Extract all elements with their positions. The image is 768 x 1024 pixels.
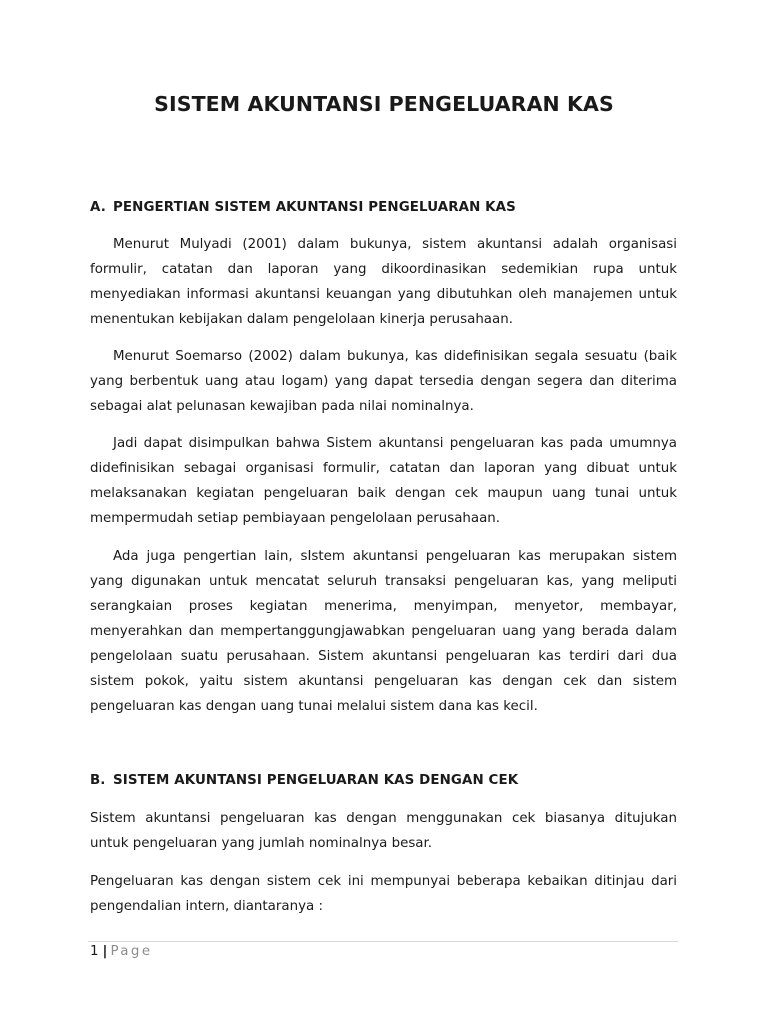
section-a-paragraph-4: Ada juga pengertian lain, sIstem akuntansi pengeluaran kas merupakan sistem yang digunakan untuk mencatat seluruh transaksi pengeluaran kas, yang meliputi serangkaian proses kegiatan menerima, menyimpan, menyetor, membayar, menyerahkan dan mempertanggungjawabkan pengeluaran uang yang berada dalam pengelolaan suatu perusahaan. Sistem akuntansi pengeluaran kas terdiri dari dua sistem pokok, yaitu sistem akuntansi pengeluaran kas dengan cek dan sistem pengeluaran kas dengan uang tunai melalui sistem dana kas kecil. [90, 549, 677, 714]
footer-divider [88, 941, 678, 942]
section-a-paragraph-2: Menurut Soemarso (2002) dalam bukunya, kas didefinisikan segala sesuatu (baik yang berbentuk uang atau logam) yang dapat tersedia dengan segera dan diterima sebagai alat pelunasan kewajiban pada nilai nominalnya. [90, 349, 677, 414]
section-b-paragraph-1: Sistem akuntansi pengeluaran kas dengan menggunakan cek biasanya ditujukan untuk pengeluaran yang jumlah nominalnya besar. [90, 811, 677, 851]
footer-separator: | [102, 944, 108, 959]
section-b-title: SISTEM AKUNTANSI PENGELUARAN KAS DENGAN CEK [113, 773, 519, 788]
section-a-number: A. [90, 200, 106, 215]
section-b-heading [90, 773, 690, 788]
section-a-heading [90, 200, 690, 215]
section-a-title: PENGERTIAN SISTEM AKUNTANSI PENGELUARAN KAS [113, 200, 516, 215]
section-a-paragraph-3: Jadi dapat disimpulkan bahwa Sistem akuntansi pengeluaran kas pada umumnya didefinisikan sebagai organisasi formulir, catatan dan laporan yang dibuat untuk melaksanakan kegiatan pengeluaran baik dengan cek maupun uang tunai untuk mempermudah setiap pembiayaan pengelolaan perusahaan. [90, 436, 677, 526]
document-title: SISTEM AKUNTANSI PENGELUARAN KAS [154, 92, 614, 116]
page-label: Page [110, 944, 153, 959]
page-footer [90, 943, 152, 961]
section-b-paragraph-2: Pengeluaran kas dengan sistem cek ini mempunyai beberapa kebaikan ditinjau dari pengendalian intern, diantaranya : [90, 874, 677, 914]
section-b-number: B. [90, 773, 106, 788]
page-number: 1 [90, 944, 99, 959]
section-a-paragraph-1: Menurut Mulyadi (2001) dalam bukunya, sistem akuntansi adalah organisasi formulir, catatan dan laporan yang dikoordinasikan sedemikian rupa untuk menyediakan informasi akuntansi keuangan yang dibutuhkan oleh manajemen untuk menentukan kebijakan dalam pengelolaan kinerja perusahaan. [90, 237, 677, 327]
